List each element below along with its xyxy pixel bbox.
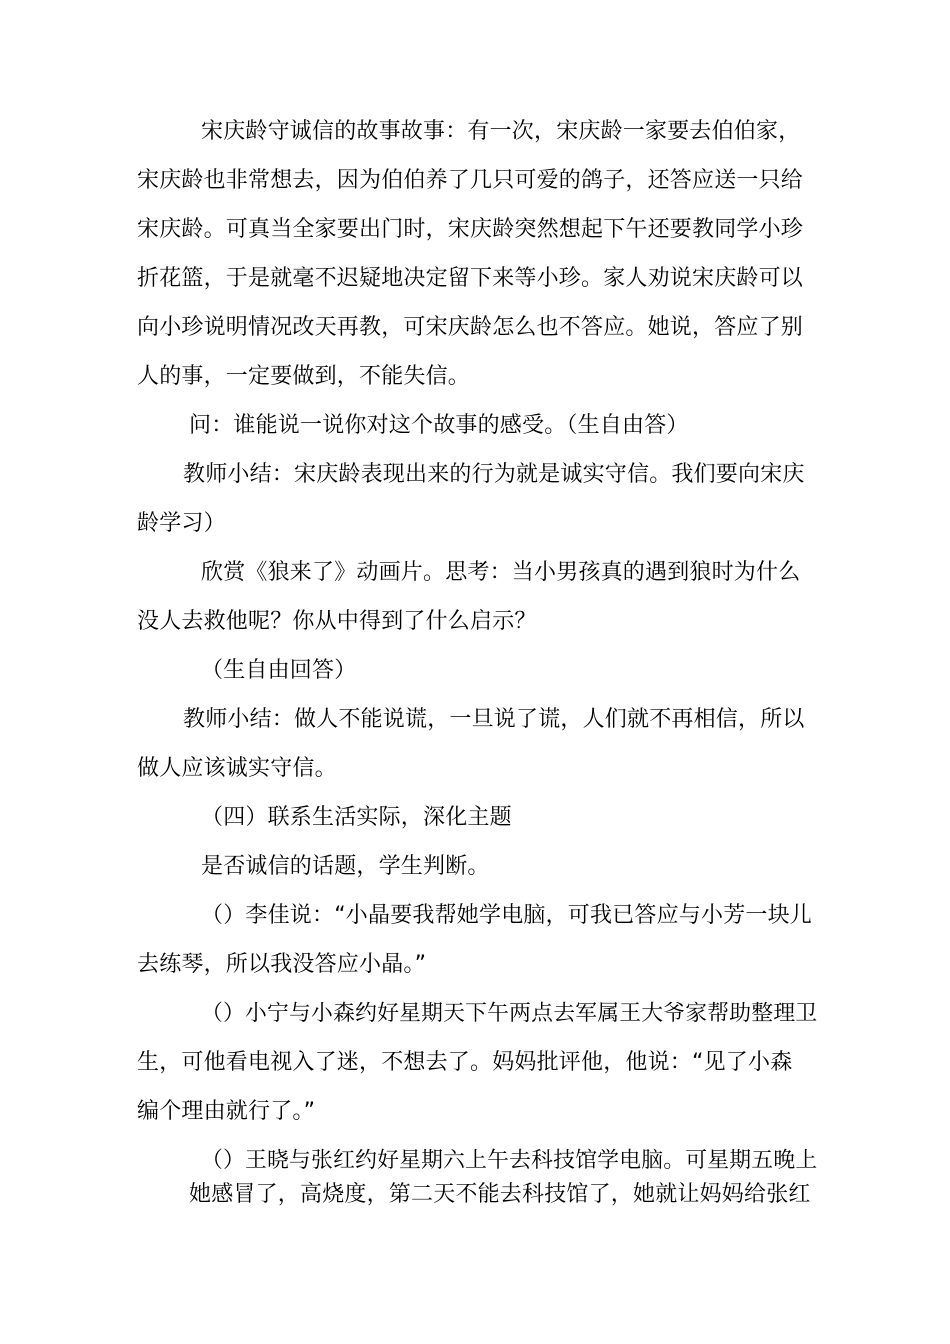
paragraph-line: 折花篮，于是就毫不迟疑地决定留下来等小珍。家人劝说宋庆龄可以 xyxy=(137,266,804,291)
paragraph-line: 教师小结：宋庆龄表现出来的行为就是诚实守信。我们要向宋庆 xyxy=(183,462,805,487)
paragraph-line: （生自由回答） xyxy=(201,658,357,683)
paragraph-line: 宋庆龄守诚信的故事故事：有一次，宋庆龄一家要去伯伯家， xyxy=(201,119,801,144)
paragraph-line: 是否诚信的话题，学生判断。 xyxy=(201,854,490,879)
paragraph-line: 宋庆龄也非常想去，因为伯伯养了几只可爱的鸽子，还答应送一只给 xyxy=(137,168,804,193)
paragraph-line: 教师小结：做人不能说谎，一旦说了谎，人们就不再相信，所以 xyxy=(183,707,805,732)
section-heading: （四）联系生活实际，深化主题 xyxy=(201,805,512,830)
paragraph-line: 向小珍说明情况改天再教，可宋庆龄怎么也不答应。她说，答应了别 xyxy=(137,315,804,340)
paragraph-line: （）小宁与小森约好星期天下午两点去军属王大爷家帮助整理卫 xyxy=(201,1001,818,1026)
paragraph-line: 没人去救他呢？你从中得到了什么启示？ xyxy=(137,609,537,634)
paragraph-line: 去练琴，所以我没答应小晶。” xyxy=(137,952,427,977)
paragraph-line: （）李佳说：“小晶要我帮她学电脑，可我已答应与小芳一块儿 xyxy=(201,903,812,928)
paragraph-line: 生，可他看电视入了迷，不想去了。妈妈批评他，他说：“见了小森 xyxy=(137,1050,793,1075)
paragraph-line: 做人应该诚实守信。 xyxy=(137,756,337,781)
paragraph-line: 人的事，一定要做到，不能失信。 xyxy=(137,364,471,389)
paragraph-line: 欣赏《狼来了》动画片。思考：当小男孩真的遇到狼时为什么 xyxy=(201,560,801,585)
paragraph-line: 她感冒了，高烧度，第二天不能去科技馆了，她就让妈妈给张红 xyxy=(189,1182,811,1207)
question-line: 问：谁能说一说你对这个故事的感受。（生自由答） xyxy=(189,413,689,438)
paragraph-line: 编个理由就行了。” xyxy=(137,1099,316,1124)
paragraph-line: 宋庆龄。可真当全家要出门时，宋庆龄突然想起下午还要教同学小珍 xyxy=(137,217,804,242)
paragraph-line: 龄学习） xyxy=(137,511,226,536)
paragraph-line: （）王晓与张红约好星期六上午去科技馆学电脑。可星期五晚上 xyxy=(201,1148,818,1173)
